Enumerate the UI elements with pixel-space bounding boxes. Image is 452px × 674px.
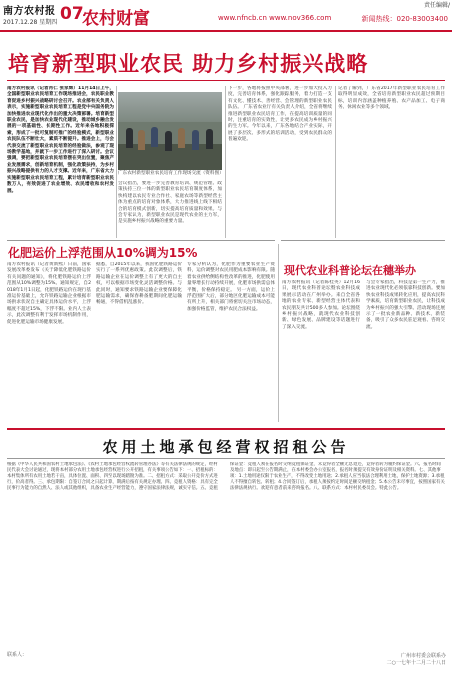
- story1-column-4: [338, 86, 445, 238]
- story1-column-3: [228, 86, 332, 238]
- story2-headline: 化肥运价上浮范围从10%调为15%: [8, 246, 198, 260]
- announcement-title: 农用土地承包经营权招租公告: [102, 438, 350, 456]
- story2-column-2: [96, 262, 182, 422]
- story3-headline: 现代农业科普论坛在穗举办: [284, 264, 416, 277]
- photo-person: [138, 130, 145, 150]
- paper-name: 南方农村报: [3, 6, 56, 17]
- column-divider: [116, 86, 117, 238]
- story2-body-a: 南方农村报讯（记者黄新熙）日前，国家发展改革委发布《关于降低化肥铁路运价有关问题的通知》，将化肥铁路运价上浮范围从10%调整为15%。通知规定，自2018年1月1日起，化肥铁路运价在现行基准运价基础上，允许铁路运输企业根据市场供求状况自主确定具体运价水平，上浮幅度不超过15%，下浮不限。业内人士表示，此次调整有利于发挥市场机制作用，促进化肥运输市场健康发展。: [7, 262, 91, 325]
- editor-credit: 责任编辑/: [423, 2, 450, 9]
- announcement-signature: [300, 653, 446, 667]
- main-headline: 培育新型职业农民 助力乡村振兴战略: [8, 52, 369, 76]
- photo-person: [151, 127, 158, 147]
- column-divider: [335, 86, 336, 238]
- photo-caption: 广东农村新型职业农民培育工作现场交流（资料图）: [118, 171, 224, 176]
- photo-person: [192, 130, 199, 150]
- announcement-date: 二○一七年十二月二十八日: [386, 660, 446, 666]
- story3-body-a: 南方农村报讯（记者陈桂英）12月16日，现代农业科普论坛暨农业科技成果展示活动在广州举办。来自全省各地的农业专家、新型经营主体代表和农民朋友共计500多人参加。论坛围绕乡村振兴战略，就现代农业科技创新、绿色发展、品牌建设等话题进行了深入交流。: [282, 280, 360, 330]
- photo-person: [126, 128, 133, 148]
- story1-body-d: 广东省农业厅有关负责人介绍，全省将继续推进新型职业农民培育工作，在提高培训质量的同时，注重培育的实效性，让更多农民成为乡村振兴的生力军。今年以来，广东各地结合产业实际，开展了多层次、多形式的培训活动，受到农民群众的普遍欢迎。: [228, 105, 332, 143]
- story2-body-b: 据悉，自2015年以来，我国化肥铁路运价实行了一系列优惠政策。此次调整后，铁路运输企业在运价调整上有了更大的自主权，可以根据市场变化灵活调整价格。与此同时，通知要求铁路运输企业要保障化肥运输需求，确保春耕备肥期间化肥运输畅通，不得借机乱涨价。: [96, 262, 182, 306]
- story2-body-d: 另一方面，运价上浮范围扩大后，部分地区化肥运输成本可能有所上升，相关部门将密切关注市场动态，加强价格监管，维护农民合法权益。: [187, 287, 275, 312]
- story1-body-e: 记者了解到，广东省2017年新型职业农民培育工作取得明显成效，全省培育新型职业农民超过预期目标，培训内容涵盖种植养殖、农产品加工、电子商务、休闲农业等多个领域。: [338, 86, 445, 111]
- story1-body-a: 南方农村报讯（记者肖仁 张家辉）11月14日上午，全国新型职业农民培育工作现场推进会，农民职业教育促进乡村振兴战略研讨会召开。农业部有关负责人表示，实施新型职业农民培育工程是党中央国务院为加快推进农业现代化作出的重大决策部署。培育新型职业农民，是加快农业现代化建设，推动城乡融合发展的一项基础性、长期性工作。近年来各地积极探索，形成了一批可复制可推广的经验模式，新型职业农民队伍不断壮大，素质不断提升。推进会上，与会代表交流了新型职业农民培育的经验做法，参观了现场教学基地，并就下一步工作进行了深入研讨。会议强调，要把新型职业农民培育摆在突出位置，聚焦产业发展需求，创新培育机制，强化政策扶持，为乡村振兴战略提供有力的人才支撑。近年来，广东省大力实施新型职业农民培育工程，累计培育新型职业农民数万人，有效促进了农业增效、农民增收和农村发展。: [7, 86, 114, 194]
- story1-body-c: 下一步，各地将按照中央部署，进一步加大投入力度，完善培育体系，强化跟踪服务，着力打造一支有文化、懂技术、善经营、会管理的新型职业农民队伍。: [228, 86, 332, 111]
- story1-column-2: [118, 181, 222, 238]
- story-divider: [7, 240, 275, 241]
- story2-body-c: 专家分析认为，化肥作为重要农业生产资料，运价调整对农民用肥成本影响有限。随着农业供给侧结构性改革的推进，化肥使用量零增长行动持续开展，化肥市场供需总体平衡，价格保持稳定。: [187, 262, 275, 293]
- story3-column-1: [282, 280, 360, 422]
- photo-person: [206, 129, 213, 149]
- announcement-divider: [7, 458, 445, 459]
- story1-column-1: [7, 86, 114, 238]
- publication-date: 2017.12.28 星期四: [3, 19, 58, 26]
- photo-person: [165, 131, 172, 151]
- story2-column-3: [187, 262, 275, 422]
- announcement-body: 根据《中华人民共和国农村土地承包法》、《农村土地承包经营权流转管理办法》等有关法律法规的规定，经村民代表大会讨论通过，现将本村部分农用土地承包经营权进行公开招租，有关事项公告如下：一、招租标的：本村集体所有农用土地若干亩，具体位置、面积、四至以现场踏勘为准。二、招租方式：采取公开竞价方式进行，价高者得。三、承包期限：自签订合同之日起计算，期满后按有关规定办理。四、竞租人资格：具有完全民事行为能力的自然人、法人或其他组织，具备农业生产经营能力，遵守国家法律法规，诚实守信。五、竞租保证金：竞租人须在报名时交纳竞租保证金，未竞得者全额无息退还，竞得者转为履约保证金。六、报名时间及地点：即日起至公告期满止，在本村委会办公室报名，报名时须提交有效身份证明及相关资料。七、其他事项：1.土地用途仅限于农业生产，不得改变土地用途；2.承租人应当依法合理利用土地，保护土地资源；3.承租人不得擅自转包、转租；4.合同签订后，承租人须按约定时间足额交纳租金；5.本公告未尽事宜，按照国家有关法律法规执行。欢迎有意者前来咨询报名。八、联系方式：本村村民委员会。特此公告。: [7, 462, 445, 491]
- column-divider: [225, 86, 226, 238]
- story3-column-2: [366, 280, 445, 422]
- announcement-rule: [7, 428, 445, 430]
- story-divider: [281, 240, 445, 241]
- photo-background: [118, 92, 222, 122]
- photo-person: [178, 128, 185, 148]
- headline-rule: [7, 80, 445, 81]
- announcement-contact: 联系人：: [7, 652, 28, 658]
- news-photo: [118, 92, 222, 170]
- story3-body-b: 与会专家指出，科技是第一生产力，推进农业现代化必须依靠科技创新。要加快农业科技成果转化应用，提高农民科学素质，培育新型职业农民，让科技成为乡村振兴的强大引擎。活动现场还展示了一批农业新品种、新技术、新装备，吸引了众多农民驻足观看、咨询交流。: [366, 280, 445, 330]
- page-number: 07: [60, 4, 84, 24]
- story1-body-b: 会议指出，要进一步完善教育培训、规范管理、政策扶持三位一体的新型职业农民培育制度体系，加快构建以农民专业合作社、家庭农场等新型经营主体为重点的培育对象体系，大力推进线上线下相结合的培育模式创新，切实提高培育质量和效果。与会专家认为，新型职业农民是现代农业的主力军，是实施乡村振兴战略的重要力量。: [118, 181, 222, 225]
- column-divider: [278, 244, 279, 422]
- website[interactable]: www.nfncb.cn www.nov366.com: [218, 14, 332, 22]
- story2-column-1: [7, 262, 91, 422]
- news-hotline: 新闻热线：020-83003400: [361, 15, 448, 23]
- announcement-issuer: 广州市村委会联系办: [400, 653, 446, 659]
- section-title: 农村财富: [82, 9, 150, 29]
